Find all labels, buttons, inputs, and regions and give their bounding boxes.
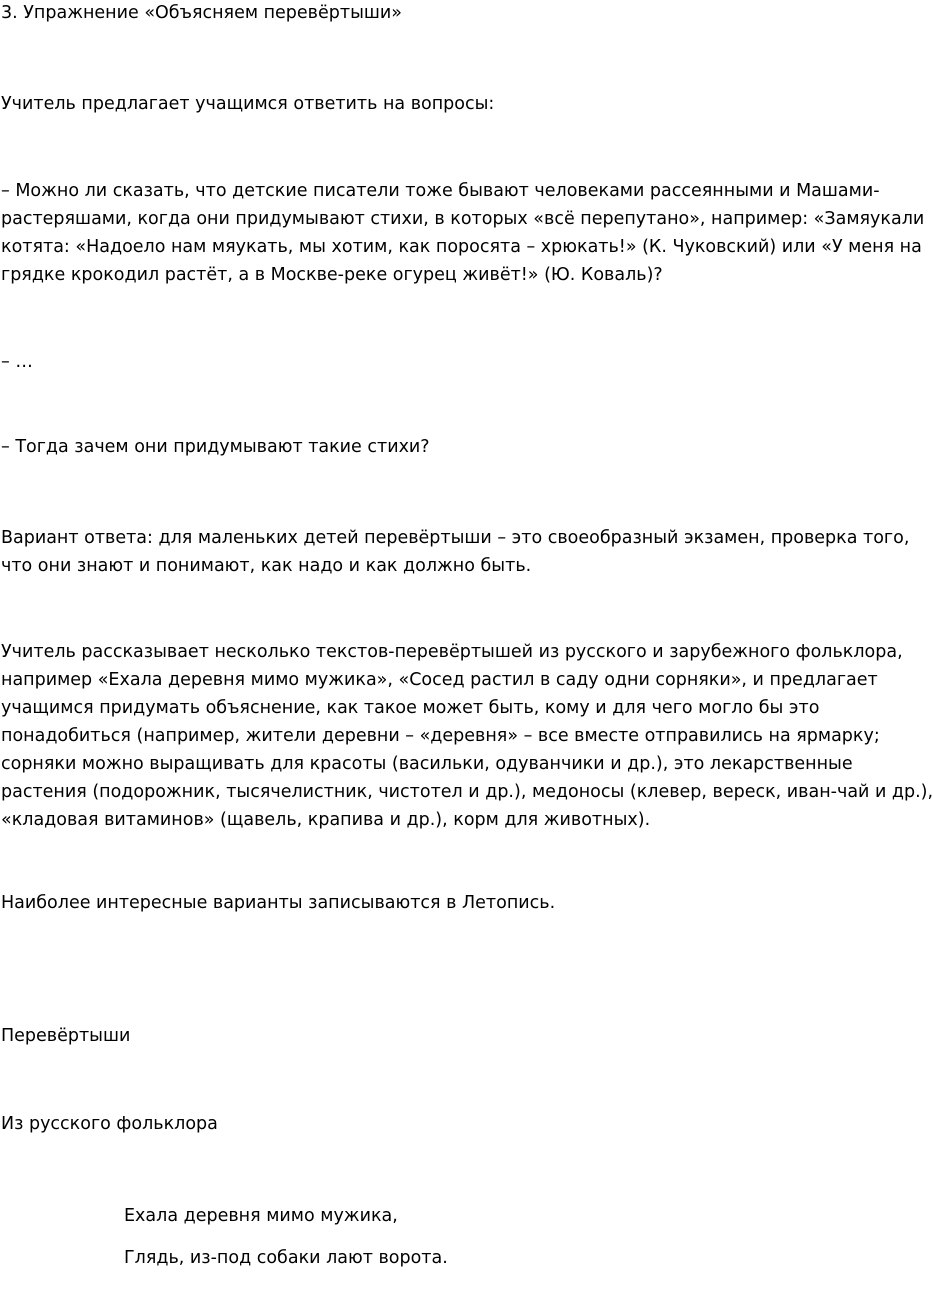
question-two-text: – Тогда зачем они придумывают такие стихи? <box>1 437 430 457</box>
answer-placeholder-text: – … <box>1 352 33 372</box>
teacher-story-line: учащимся придумать объяснение, как такое может быть, кому и для чего могло бы это <box>1 698 820 718</box>
question-one-paragraph <box>1 177 925 289</box>
question-one-line: – Можно ли сказать, что детские писатели тоже бывают человеками рассеянными и Машами- <box>1 181 880 201</box>
sample-answer-paragraph <box>1 524 910 580</box>
teacher-story-line: понадобиться (например, жители деревни – «деревня» – все вместе отправились на ярмарку; <box>1 726 880 746</box>
subsection-title <box>1 1110 801 1138</box>
question-one-line: грядке крокодил растёт, а в Москве-реке огурец живёт!» (Ю. Коваль)? <box>1 265 663 285</box>
teacher-story-line: «кладовая витаминов» (щавель, крапива и др.), корм для животных). <box>1 810 651 830</box>
chronicle-note-text: Наиболее интересные варианты записываются в Летопись. <box>1 893 556 913</box>
answer-placeholder-paragraph <box>1 348 801 376</box>
section-title-text: Перевёртыши <box>1 1026 131 1046</box>
chronicle-note-paragraph <box>1 889 801 917</box>
teacher-story-line: сорняки можно выращивать для красоты (васильки, одуванчики и др.), это лекарственные <box>1 754 853 774</box>
sample-answer-line: что они знают и понимают, как надо и как должно быть. <box>1 556 532 576</box>
question-two-paragraph <box>1 433 801 461</box>
section-title <box>1 1022 801 1050</box>
intro-text: Учитель предлагает учащимся ответить на вопросы: <box>1 94 495 114</box>
poem-line: Глядь, из-под собаки лают ворота. <box>124 1248 448 1268</box>
poem-line: Ехала деревня мимо мужика, <box>124 1206 398 1226</box>
intro-paragraph <box>1 90 801 118</box>
exercise-heading <box>1 0 801 27</box>
poem-line-two <box>124 1244 924 1272</box>
teacher-story-line: например «Ехала деревня мимо мужика», «Сосед растил в саду одни сорняки», и предлагает <box>1 670 878 690</box>
teacher-story-line: растения (подорожник, тысячелистник, чистотел и др.), медоносы (клевер, вереск, иван-чай и др.), <box>1 782 933 802</box>
subsection-title-text: Из русского фольклора <box>1 1114 218 1134</box>
teacher-story-paragraph <box>1 638 933 834</box>
exercise-heading-text: 3. Упражнение «Объясняем перевёртыши» <box>1 3 402 23</box>
question-one-line: растеряшами, когда они придумывают стихи, в которых «всё перепутано», например: «Замяукали <box>1 209 925 229</box>
poem-line-one <box>124 1202 924 1230</box>
question-one-line: котята: «Надоело нам мяукать, мы хотим, как поросята – хрюкать!» (К. Чуковский) или «У меня на <box>1 237 922 257</box>
teacher-story-line: Учитель рассказывает несколько текстов-перевёртышей из русского и зарубежного фольклора, <box>1 642 903 662</box>
sample-answer-line: Вариант ответа: для маленьких детей перевёртыши – это своеобразный экзамен, проверка того, <box>1 528 910 548</box>
